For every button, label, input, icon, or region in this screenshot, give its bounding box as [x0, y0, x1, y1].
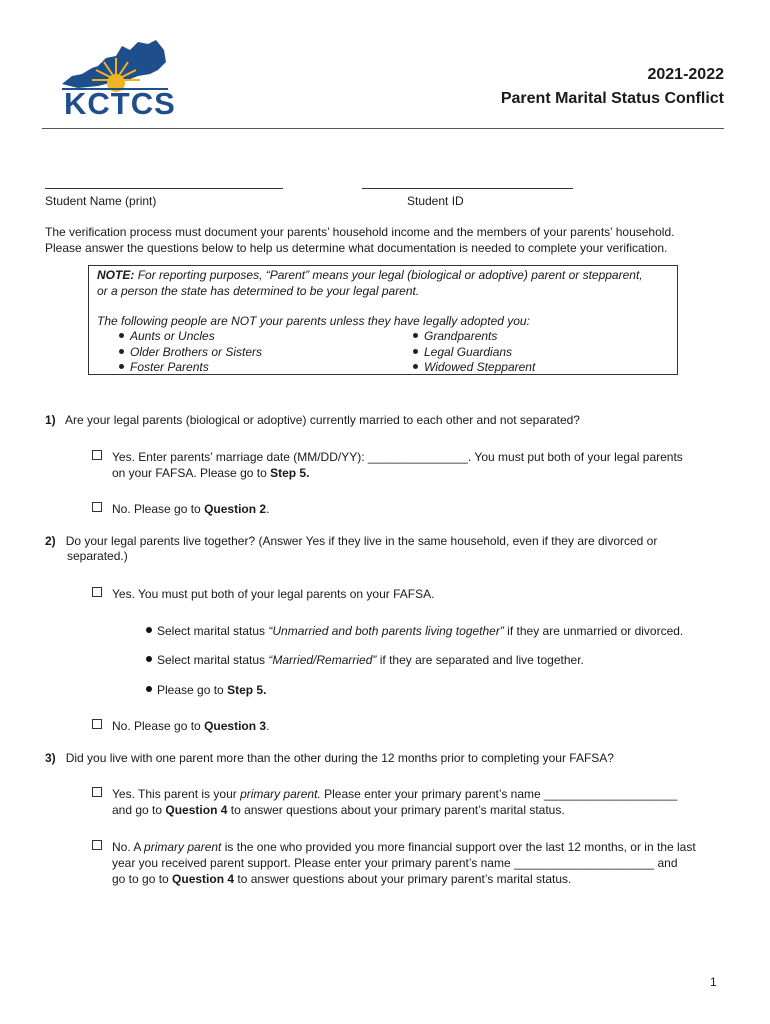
- q2-bullet-3: Please go to Step 5.: [146, 683, 266, 698]
- bullet-icon: [146, 627, 152, 633]
- checkbox[interactable]: [92, 840, 102, 850]
- q3-yes-continued: and go to Question 4 to answer questions about your primary parent’s marital status.: [112, 803, 565, 817]
- checkbox[interactable]: [92, 787, 102, 797]
- q2-yes-option[interactable]: Yes. You must put both of your legal parents on your FAFSA.: [92, 587, 434, 602]
- student-name-label: Student Name (print): [45, 194, 157, 208]
- question-2: [45, 534, 657, 549]
- q3-no-continued-2: go to go to Question 4 to answer questions about your primary parent’s marital status.: [112, 872, 572, 886]
- note-text-2: or a person the state has determined to be your legal parent.: [97, 284, 420, 298]
- logo-text: KCTCS: [64, 86, 176, 121]
- bullet-icon: [413, 349, 418, 354]
- document-title: Parent Marital Status Conflict: [500, 90, 724, 107]
- document-year: 2021-2022: [647, 66, 724, 83]
- checkbox[interactable]: [92, 502, 102, 512]
- student-id-field[interactable]: [362, 188, 573, 189]
- intro-line-1: The verification process must document your parents’ household income and the members of your parents’ household.: [45, 225, 675, 239]
- q2-bullet-1: Select marital status “Unmarried and both parents living together” if they are unmarried or divorced.: [146, 624, 683, 639]
- checkbox[interactable]: [92, 587, 102, 597]
- q2-no-option[interactable]: No. Please go to Question 3.: [92, 719, 269, 734]
- student-id-label: Student ID: [407, 194, 464, 208]
- question-1: [45, 413, 580, 428]
- bullet-icon: [119, 364, 124, 369]
- bullet-icon: [146, 656, 152, 662]
- q3-yes-option[interactable]: Yes. This parent is your primary parent. Please enter your primary parent’s name ____________________: [92, 787, 677, 802]
- q3-no-continued-1: year you received parent support. Please enter your primary parent’s name _____________________ and: [112, 856, 678, 870]
- list-item: Grandparents: [413, 329, 497, 344]
- note-text-1: [97, 268, 643, 283]
- bullet-icon: [413, 333, 418, 338]
- bullet-icon: [119, 333, 124, 338]
- q3-no-option[interactable]: No. A primary parent is the one who provided you more financial support over the last 12 months, or in the last: [92, 840, 696, 855]
- question-number: 1): [45, 413, 56, 427]
- question-number: 2): [45, 534, 56, 548]
- q1-yes-option[interactable]: Yes. Enter parents’ marriage date (MM/DD/YY): _______________. You must put both of your legal parents: [92, 450, 683, 465]
- kctcs-logo: [58, 36, 176, 122]
- question-text: Do your legal parents live together? (Answer Yes if they live in the same household, even if they are divorced or: [65, 534, 658, 548]
- list-item: Older Brothers or Sisters: [119, 345, 262, 360]
- note-list-intro: The following people are NOT your parents unless they have legally adopted you:: [97, 314, 530, 328]
- bullet-icon: [146, 686, 152, 692]
- q2-bullet-2: Select marital status “Married/Remarried” if they are separated and live together.: [146, 653, 584, 668]
- note-definition: For reporting purposes, “Parent” means your legal (biological or adoptive) parent or stepparent,: [137, 268, 643, 282]
- list-item: Legal Guardians: [413, 345, 512, 360]
- q1-yes-continued: on your FAFSA. Please go to Step 5.: [112, 466, 310, 480]
- intro-line-2: Please answer the questions below to help us determine what documentation is needed to complete your verification.: [45, 241, 668, 255]
- list-item: Aunts or Uncles: [119, 329, 215, 344]
- question-2-continued: separated.): [67, 549, 128, 563]
- checkbox[interactable]: [92, 450, 102, 460]
- question-3: [45, 751, 614, 766]
- student-name-field[interactable]: [45, 188, 283, 189]
- q1-no-option[interactable]: No. Please go to Question 2.: [92, 502, 269, 517]
- list-item: Widowed Stepparent: [413, 360, 535, 375]
- question-text: Are your legal parents (biological or adoptive) currently married to each other and not separated?: [65, 413, 580, 427]
- note-label: NOTE:: [97, 268, 135, 282]
- bullet-icon: [413, 364, 418, 369]
- header-divider: [42, 128, 724, 129]
- question-text: Did you live with one parent more than the other during the 12 months prior to completing your FAFSA?: [65, 751, 614, 765]
- checkbox[interactable]: [92, 719, 102, 729]
- page-number: 1: [710, 975, 717, 989]
- question-number: 3): [45, 751, 56, 765]
- bullet-icon: [119, 349, 124, 354]
- list-item: Foster Parents: [119, 360, 209, 375]
